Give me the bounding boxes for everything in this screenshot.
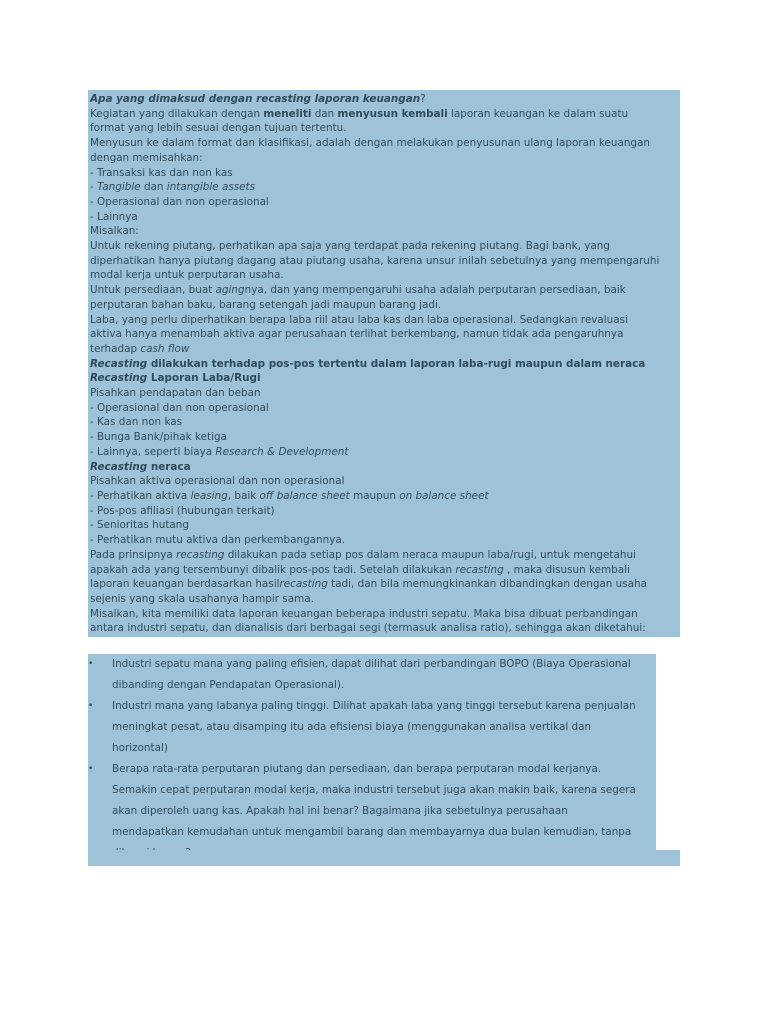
bullet-dot-icon: •: [88, 659, 94, 670]
text-line: [90, 107, 678, 122]
bullet-text-line: Berapa rata-rata perputaran piutang dan persediaan, dan berapa perputaran modal kerjanya.: [112, 763, 602, 776]
text-segment: leasing: [190, 489, 228, 502]
text-line: [90, 342, 678, 357]
text-segment: Pisahkan aktiva operasional dan non operasional: [90, 475, 345, 488]
text-segment: dan: [140, 181, 167, 194]
text-segment: apakah ada yang tersembunyi dibalik pos-pos tadi. Setelah dilakukan: [90, 563, 456, 576]
text-segment: Misalkan:: [90, 225, 139, 238]
bullet-panel-bottom-strip: [88, 850, 680, 866]
text-line: [90, 371, 678, 386]
text-segment: - Transaksi kas dan non kas: [90, 166, 233, 179]
text-segment: menyusun kembali: [337, 107, 448, 120]
text-line: [90, 180, 678, 195]
text-line: [90, 313, 678, 328]
bullet-dot-icon: •: [88, 764, 94, 775]
text-segment: Untuk persediaan, buat: [90, 284, 216, 297]
bullet-dot-icon: •: [88, 701, 94, 712]
text-segment: dilakukan pada setiap pos dalam neraca maupun laba/rugi, untuk mengetahui: [224, 548, 636, 561]
text-segment: meneliti: [263, 107, 312, 120]
text-line: [90, 283, 678, 298]
text-line: [90, 445, 678, 460]
bullet-block: [88, 654, 680, 866]
bullet-text-line: horizontal): [112, 742, 168, 755]
text-segment: diperhatikan hanya piutang dagang atau piutang usaha, karena unsur inilah sebetulnya yang mempengaruhi: [90, 254, 660, 267]
text-line: [90, 254, 678, 269]
text-segment: Misalkan, kita memiliki data laporan keuangan beberapa industri sepatu. Maka bisa dibuat perbandingan: [90, 607, 638, 620]
text-segment: perputaran bahan baku, barang setengah jadi maupun barang jadi.: [90, 298, 442, 311]
text-line: [90, 298, 678, 313]
text-segment: laporan keuangan berdasarkan hasil: [90, 578, 280, 591]
text-segment: -: [90, 181, 98, 194]
text-segment: Untuk rekening piutang, perhatikan apa saja yang terdapat pada rekening piutang. Bagi bank, yang: [90, 240, 610, 253]
text-line: [90, 357, 678, 372]
text-line: [90, 121, 678, 136]
text-line: [90, 415, 678, 430]
text-segment: - Operasional dan non operasional: [90, 195, 269, 208]
text-segment: Pisahkan pendapatan dan beban: [90, 387, 261, 400]
text-line: [90, 430, 678, 445]
text-line: [90, 92, 678, 107]
text-segment: Kegiatan yang dilakukan dengan: [90, 107, 264, 120]
text-segment: laporan keuangan ke dalam suatu: [447, 107, 629, 120]
text-segment: - Lainnya: [90, 210, 138, 223]
text-line: [90, 548, 678, 563]
text-line: [90, 327, 678, 342]
text-segment: aktiva hanya menambah aktiva agar perusahaan terlihat berkembang, namun tidak ada pengaruhnya: [90, 328, 624, 341]
text-segment: tadi, dan bila memungkinankan dibandingkan dengan usaha: [327, 578, 647, 591]
text-line: [90, 607, 678, 622]
bullet-panel: [88, 654, 656, 866]
text-segment: - Senioritas hutang: [90, 519, 189, 532]
bullet-text-line: Industri mana yang labanya paling tinggi. Dilihat apakah laba yang tinggi tersebut karena penjualan: [112, 700, 636, 713]
bullet-text-line: Industri sepatu mana yang paling efisien, dapat dilihat dari perbandingan BOPO (Biaya Operasional: [112, 658, 631, 671]
text-segment: Menyusun ke dalam format dan klasifikasi, adalah dengan melakukan penyusunan ulang laporan keuangan: [90, 137, 650, 150]
text-line: [90, 489, 678, 504]
text-line: [90, 460, 678, 475]
text-line: [90, 136, 678, 151]
text-segment: nya, dan yang mempengaruhi usaha adalah perputaran persediaan, baik: [244, 284, 626, 297]
section-gap: [88, 637, 680, 654]
right-margin: [656, 654, 680, 862]
text-segment: neraca: [147, 460, 191, 473]
text-segment: - Perhatikan mutu aktiva dan perkembangannya.: [90, 534, 346, 547]
text-line: [90, 210, 678, 225]
text-line: [90, 577, 678, 592]
text-line: [90, 621, 678, 636]
text-line: [90, 239, 678, 254]
text-segment: ?: [420, 93, 426, 105]
text-segment: terhadap: [90, 342, 141, 355]
bullet-item: [88, 696, 656, 759]
text-line: [90, 386, 678, 401]
text-segment: cash flow: [140, 342, 190, 355]
text-line: [90, 166, 678, 181]
text-segment: Tangible: [97, 181, 141, 194]
bullet-text-line: dibanding dengan Pendapatan Operasional).: [112, 679, 345, 692]
text-segment: , maka disusun kembali: [503, 563, 630, 576]
text-segment: - Operasional dan non operasional: [90, 401, 269, 414]
text-segment: - Pos-pos afiliasi (hubungan terkait): [90, 504, 275, 517]
bullet-text-line: meningkat pesat, atau disamping itu ada efisiensi biaya (menggunakan analisa vertikal dan: [112, 721, 592, 734]
explanation-block: [88, 90, 680, 637]
text-segment: off balance sheet: [259, 489, 350, 502]
text-segment: - Perhatikan aktiva: [90, 489, 191, 502]
text-line: [90, 151, 678, 166]
text-line: [90, 224, 678, 239]
text-segment: Pada prinsipnya: [90, 548, 177, 561]
text-segment: intangible assets: [166, 181, 256, 194]
text-segment: on balance sheet: [399, 489, 489, 502]
text-segment: , baik: [227, 489, 260, 502]
text-segment: sejenis yang skala usahanya hampir sama.: [90, 592, 314, 605]
bullet-text-line: akan diperoleh uang kas. Apakah hal ini benar? Bagaimana jika sebetulnya perusahaan: [112, 805, 568, 818]
text-segment: Recasting: [90, 460, 148, 473]
text-line: [90, 268, 678, 283]
text-segment: - Kas dan non kas: [90, 416, 183, 429]
text-segment: maupun: [349, 489, 400, 502]
text-segment: recasting: [455, 563, 504, 576]
text-segment: Research & Development: [215, 445, 349, 458]
text-line: [90, 533, 678, 548]
text-line: [90, 592, 678, 607]
bullet-item: [88, 759, 656, 864]
text-segment: format yang lebih sesuai dengan tujuan tertentu.: [90, 122, 347, 135]
text-segment: recasting: [279, 578, 328, 591]
text-line: [90, 518, 678, 533]
text-line: [90, 401, 678, 416]
text-segment: dan: [311, 107, 338, 120]
text-line: [90, 504, 678, 519]
text-line: [90, 474, 678, 489]
text-segment: - Bunga Bank/pihak ketiga: [90, 431, 227, 444]
text-segment: Laporan Laba/Rugi: [147, 372, 261, 385]
text-segment: Recasting: [90, 357, 148, 370]
text-segment: - Lainnya, seperti biaya: [90, 445, 216, 458]
bullet-text-line: mendapatkan kemudahan untuk mengambil barang dan membayarnya dua bulan kemudian, tanpa: [112, 826, 632, 839]
text-segment: dilakukan terhadap pos-pos tertentu dalam laporan laba-rugi maupun dalam neraca: [147, 357, 646, 370]
text-line: [90, 195, 678, 210]
text-segment: Recasting: [90, 372, 148, 385]
text-segment: recasting: [176, 548, 225, 561]
text-segment: Laba, yang perlu diperhatikan berapa laba riil atau laba kas dan laba operasional. Sedangkan revaluasi: [90, 313, 628, 326]
text-segment: Apa yang dimaksud dengan recasting laporan keuangan: [90, 93, 421, 105]
text-segment: antara industri sepatu, dan dianalisis dari berbagai segi (termasuk analisa ratio), sehingga akan diketahui:: [90, 622, 646, 635]
text-line: [90, 563, 678, 578]
text-segment: modal kerja untuk perputaran usaha.: [90, 269, 284, 282]
text-segment: aging: [215, 284, 245, 297]
bullet-text-line: Semakin cepat perputaran modal kerja, maka industri tersebut juga akan makin baik, karena segera: [112, 784, 636, 797]
bullet-item: [88, 654, 656, 696]
text-segment: dengan memisahkan:: [90, 151, 203, 164]
document: [88, 90, 680, 866]
